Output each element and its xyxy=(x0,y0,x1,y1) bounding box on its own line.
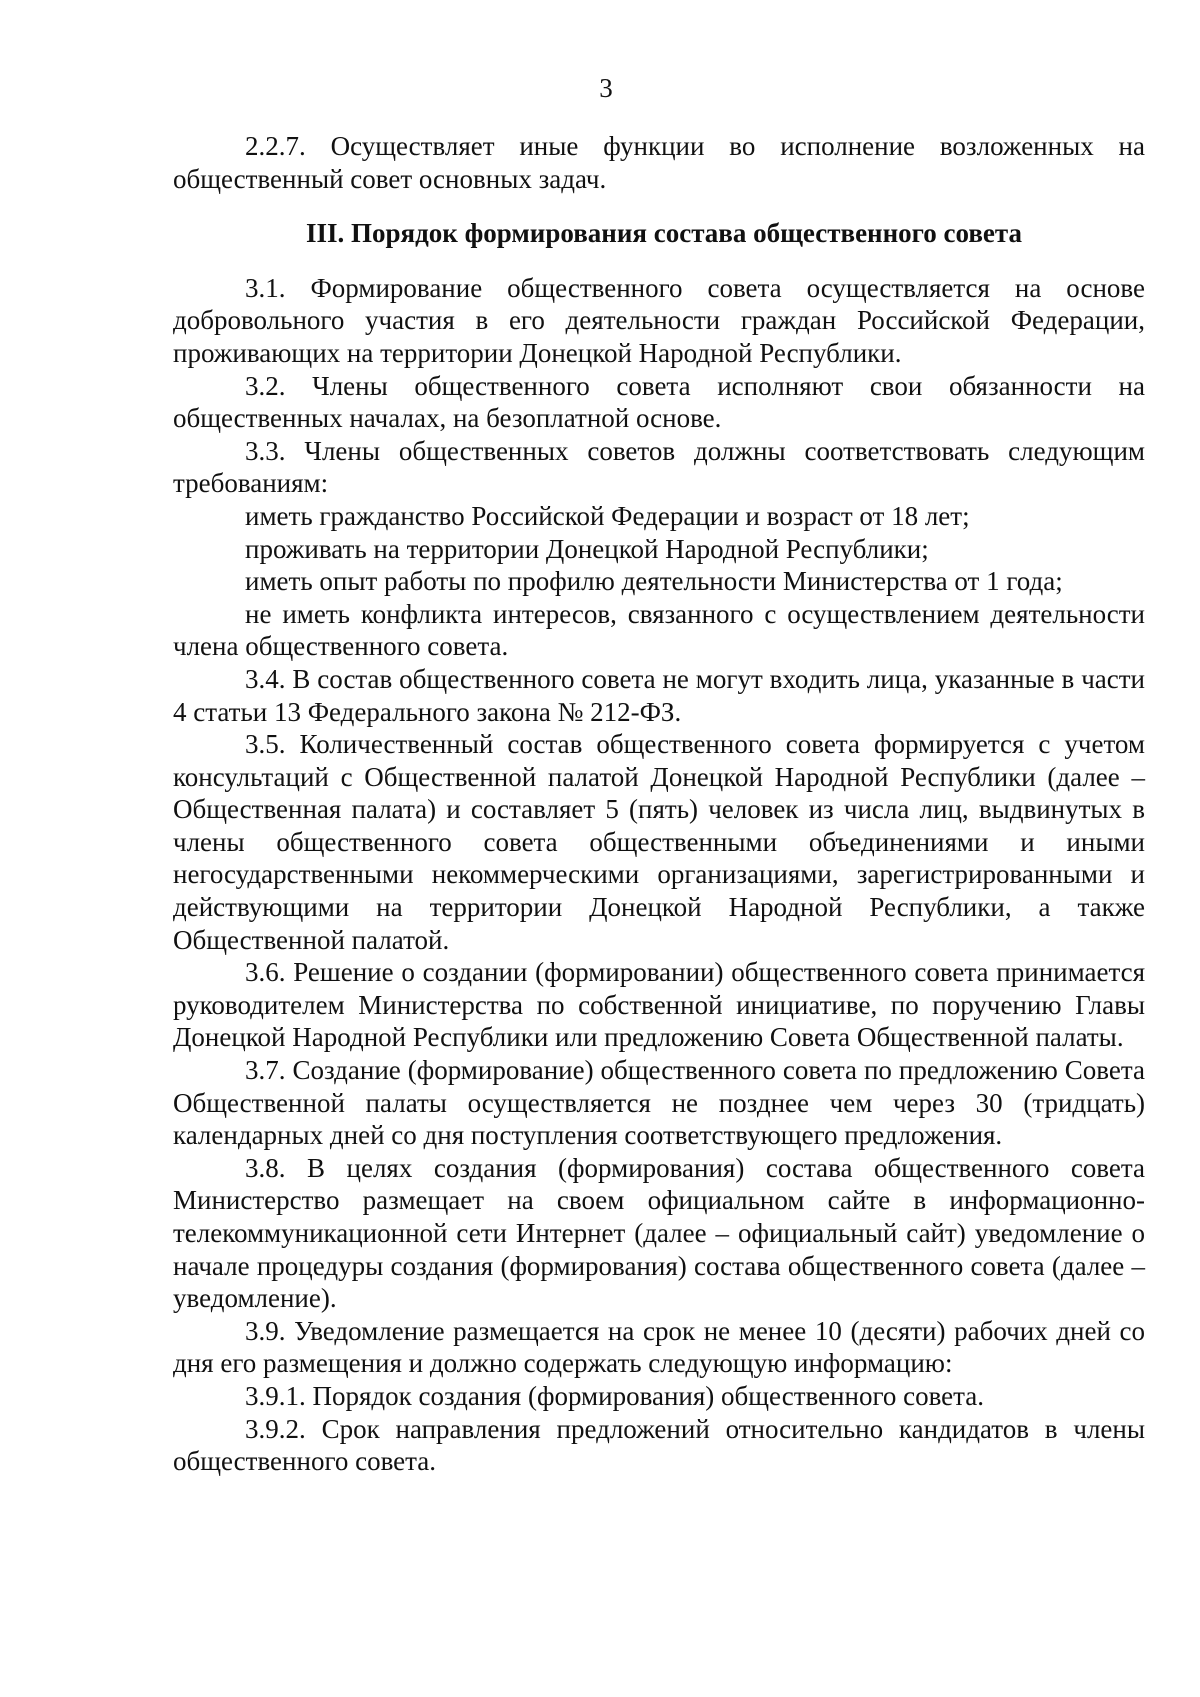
paragraph-3-2: 3.2. Члены общественного совета исполняют свои обязанности на общественных началах, на безоплатной основе. xyxy=(173,370,1145,434)
section-heading: III. Порядок формирования состава общественного совета xyxy=(306,218,1022,249)
requirement-item: иметь опыт работы по профилю деятельности Министерства от 1 года; xyxy=(245,566,1063,597)
paragraph-3-8: 3.8. В целях создания (формирования) состава общественного совета Министерство размещает на своем официальном сайте в информационно-телекоммуникационной сети Интернет (далее – официальный сайт) уведомление о начале процедуры создания (формирования) состава общественного совета (далее – уведомление). xyxy=(173,1152,1145,1314)
paragraph-3-9: 3.9. Уведомление размещается на срок не менее 10 (десяти) рабочих дней со дня его размещения и должно содержать следующую информацию: xyxy=(173,1315,1145,1379)
paragraph-3-6: 3.6. Решение о создании (формировании) общественного совета принимается руководителем Министерства по собственной инициативе, по поручению Главы Донецкой Народной Республики или предложению Совета Общественной палаты. xyxy=(173,957,1145,1053)
paragraph-3-3: 3.3. Члены общественных советов должны соответствовать следующим требованиям: xyxy=(173,435,1145,499)
requirement-item: иметь гражданство Российской Федерации и возраст от 18 лет; xyxy=(245,500,970,531)
paragraph-3-9-1: 3.9.1. Порядок создания (формирования) общественного совета. xyxy=(245,1380,985,1411)
paragraph-3-4: 3.4. В состав общественного совета не могут входить лица, указанные в части 4 статьи 13 Федерального закона № 212-ФЗ. xyxy=(173,663,1145,727)
paragraph-3-9-2: 3.9.2. Срок направления предложений относительно кандидатов в члены общественного совета. xyxy=(173,1413,1145,1477)
paragraph-2-2-7: 2.2.7. Осуществляет иные функции во исполнение возложенных на общественный совет основных задач. xyxy=(173,131,1145,194)
page-number: 3 xyxy=(599,73,613,103)
requirement-item: не иметь конфликта интересов, связанного с осуществлением деятельности члена общественного совета. xyxy=(173,598,1145,662)
requirement-item: проживать на территории Донецкой Народной Республики; xyxy=(245,533,929,564)
paragraph-3-7: 3.7. Создание (формирование) общественного совета по предложению Совета Общественной палаты осуществляется не позднее чем через 30 (тридцать) календарных дней со дня поступления соответствующего предложения. xyxy=(173,1055,1145,1151)
paragraph-3-5: 3.5. Количественный состав общественного совета формируется с учетом консультаций с Общественной палатой Донецкой Народной Республики (далее – Общественная палата) и составляет 5 (пять) человек из числа лиц, выдвинутых в члены общественного совета общественными объединениями и иными негосударственными некоммерческими организациями, зарегистрированными и действующими на территории Донецкой Народной Республики, а также Общественной палатой. xyxy=(173,729,1145,955)
document-body xyxy=(173,130,1145,1478)
paragraph-3-1: 3.1. Формирование общественного совета осуществляется на основе добровольного участия в его деятельности граждан Российской Федерации, проживающих на территории Донецкой Народной Республики. xyxy=(173,272,1145,368)
